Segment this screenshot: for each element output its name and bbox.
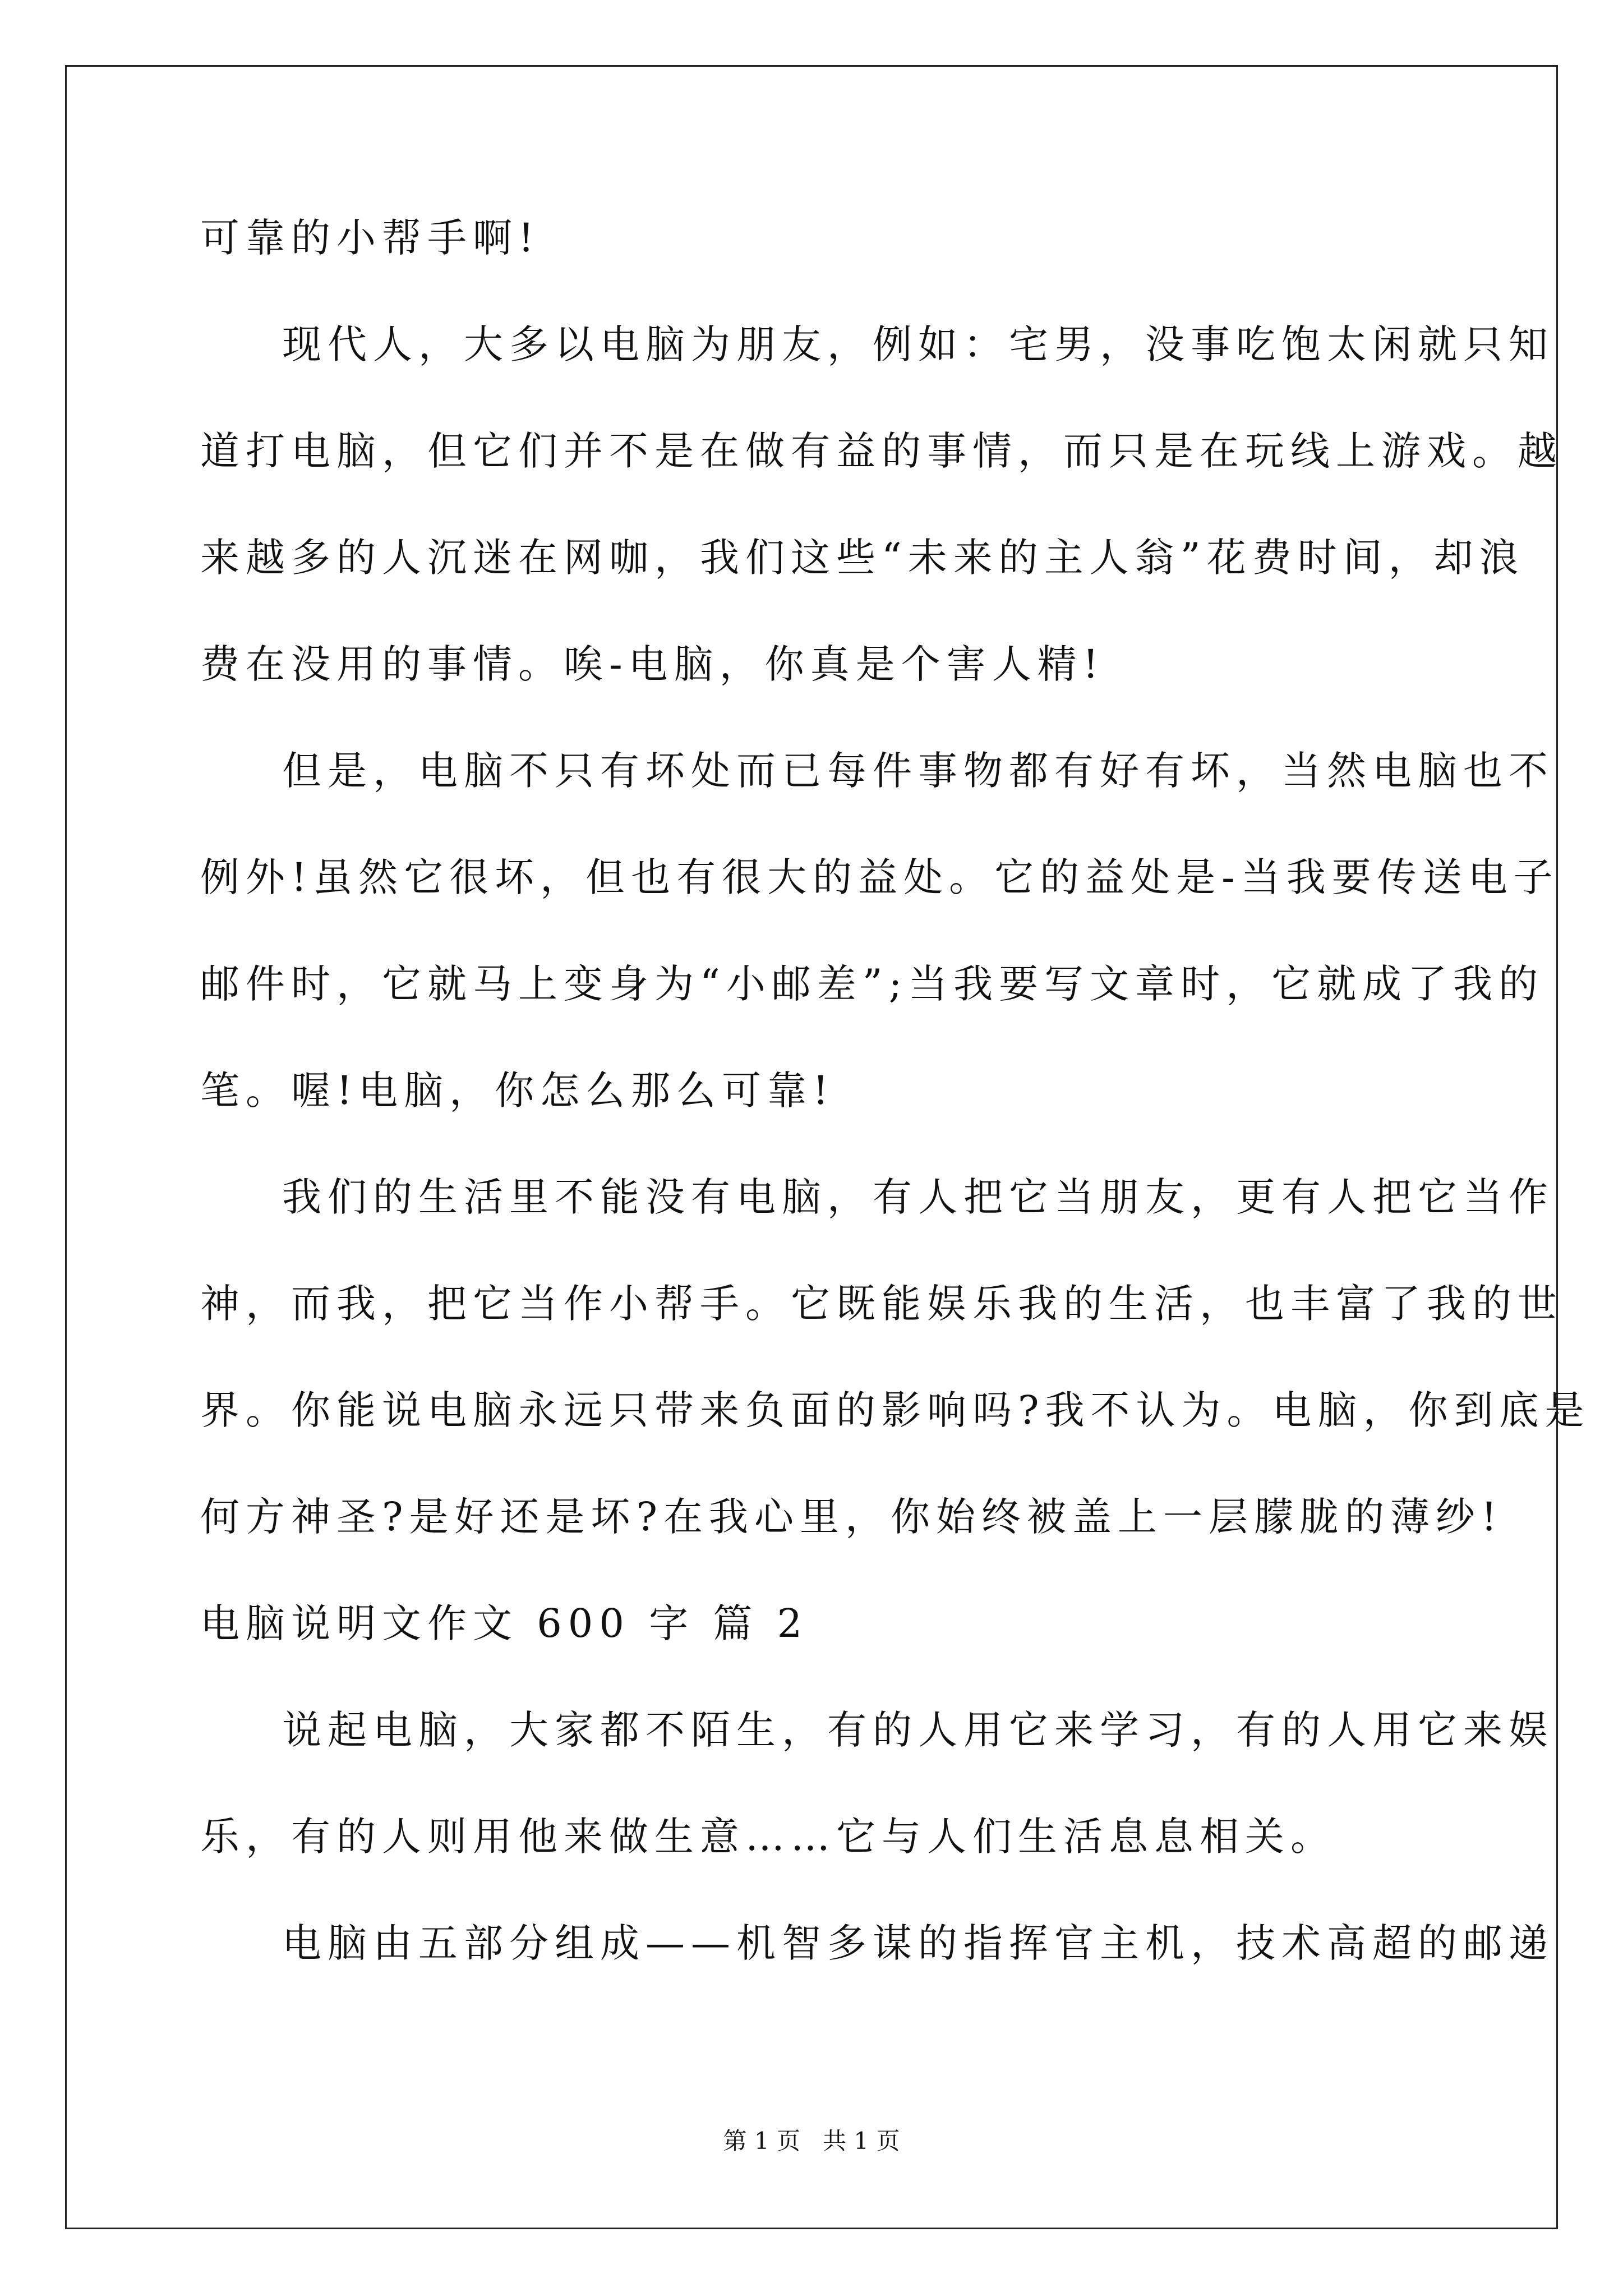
paragraph-line: 现代人，大多以电脑为朋友，例如：宅男，没事吃饱太闲就只知	[282, 321, 1554, 367]
paragraph-line: 我们的生活里不能没有电脑，有人把它当朋友，更有人把它当作	[282, 1174, 1554, 1220]
section-heading: 电脑说明文作文 600 字 篇 2	[200, 1600, 809, 1646]
page-border	[65, 65, 1558, 2229]
text-line: 界。你能说电脑永远只带来负面的影响吗?我不认为。电脑，你到底是	[200, 1387, 1590, 1433]
text-line: 例外!虽然它很坏，但也有很大的益处。它的益处是-当我要传送电子	[200, 854, 1559, 900]
text-line: 神，而我，把它当作小帮手。它既能娱乐我的生活，也丰富了我的世	[200, 1281, 1563, 1327]
paragraph-line: 说起电脑，大家都不陌生，有的人用它来学习，有的人用它来娱	[282, 1707, 1554, 1753]
text-line: 乐，有的人则用他来做生意……它与人们生活息息相关。	[200, 1814, 1336, 1860]
paragraph-line: 但是，电脑不只有坏处而已每件事物都有好有坏，当然电脑也不	[282, 748, 1554, 794]
text-line: 笔。喔!电脑，你怎么那么可靠!	[200, 1068, 835, 1114]
text-line: 费在没用的事情。唉-电脑，你真是个害人精!	[200, 641, 1105, 687]
text-line: 可靠的小帮手啊!	[200, 215, 541, 261]
page-footer: 第 1 页 共 1 页	[723, 2127, 900, 2155]
text-line: 何方神圣?是好还是坏?在我心里，你始终被盖上一层朦胧的薄纱!	[200, 1494, 1504, 1540]
text-line: 来越多的人沉迷在网咖，我们这些“未来的主人翁”花费时间，却浪	[200, 535, 1525, 581]
text-line: 道打电脑，但它们并不是在做有益的事情，而只是在玩线上游戏。越	[200, 428, 1563, 474]
paragraph-line: 电脑由五部分组成——机智多谋的指挥官主机，技术高超的邮递	[282, 1920, 1554, 1966]
text-line: 邮件时，它就马上变身为“小邮差”;当我要写文章时，它就成了我的	[200, 961, 1544, 1007]
